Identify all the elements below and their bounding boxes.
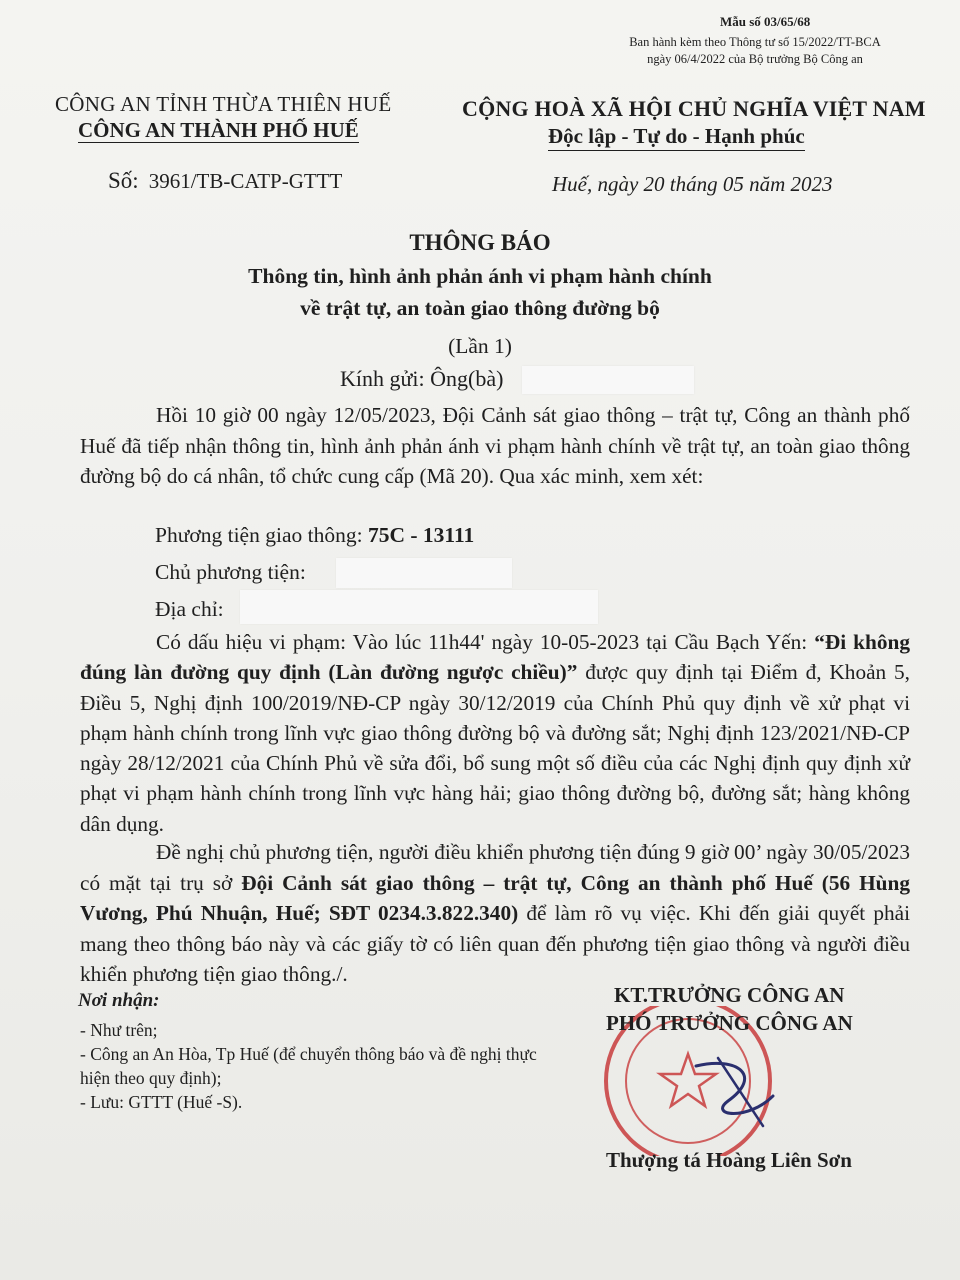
recipients-list bbox=[80, 1018, 540, 1114]
recipient-item: - Lưu: GTTT (Huế -S). bbox=[80, 1092, 243, 1112]
redacted-owner bbox=[336, 558, 512, 588]
signature-title-1: KT.TRƯỞNG CÔNG AN bbox=[614, 983, 845, 1007]
recipient-line: Kính gửi: Ông(bà) bbox=[340, 366, 504, 391]
place-date: Huế, ngày 20 tháng 05 năm 2023 bbox=[552, 172, 833, 196]
request-place: Đội Cảnh sát giao thông – trật tự, Công an thành phố Huế (56 Hùng Vương, Phú Nhuận, Huế; SĐT 0234.3.822.340) bbox=[80, 870, 911, 925]
document-subtitle-1: Thông tin, hình ảnh phản ánh vi phạm hành chính bbox=[248, 264, 712, 288]
vehicle-plate: 75C - 13111 bbox=[367, 523, 475, 547]
violation-name: “Đi không đúng làn đường quy định (Làn đường ngược chiều)” bbox=[80, 630, 910, 685]
recipient-item: - Công an An Hòa, Tp Huế (để chuyển thông báo và đề nghị thực hiện theo quy định); bbox=[80, 1044, 537, 1088]
request-intro: Đề nghị chủ phương tiện, người điều khiển phương tiện đúng 9 giờ 00’ ngày 30/05/2023 có mặt tại trụ sở bbox=[80, 840, 910, 895]
agency-name bbox=[78, 118, 359, 143]
address-label: Địa chỉ: bbox=[155, 597, 224, 621]
recipients-title: Nơi nhận: bbox=[78, 990, 160, 1011]
document-title: THÔNG BÁO bbox=[409, 230, 551, 255]
address-field bbox=[155, 597, 224, 622]
form-issued-note bbox=[590, 34, 920, 68]
agency-parent: CÔNG AN TỈNH THỪA THIÊN HUẾ bbox=[55, 92, 392, 116]
redacted-recipient bbox=[522, 366, 694, 394]
document-number bbox=[108, 168, 342, 194]
document-number-label: Số: bbox=[108, 168, 139, 193]
form-issued-line2: ngày 06/4/2022 của Bộ trưởng Bộ Công an bbox=[647, 52, 863, 66]
body-paragraph-1 bbox=[80, 400, 910, 492]
violation-paragraph bbox=[80, 627, 910, 839]
request-rest: để làm rõ vụ việc. Khi đến giải quyết phải mang theo thông báo này và các giấy tờ có liên quan đến phương tiện giao thông và người điều khiển phương tiện giao thông./. bbox=[80, 901, 910, 986]
form-code: Mẫu số 03/65/68 bbox=[720, 14, 811, 29]
vehicle-field bbox=[155, 523, 474, 548]
request-paragraph bbox=[80, 837, 910, 990]
document-number-value: 3961/TB-CATP-GTTT bbox=[148, 169, 343, 193]
form-issued-line1: Ban hành kèm theo Thông tư số 15/2022/TT-BCA bbox=[629, 35, 881, 49]
nation-title: CỘNG HOÀ XÃ HỘI CHỦ NGHĨA VIỆT NAM bbox=[462, 96, 926, 121]
signature-title-2: PHÓ TRƯỞNG CÔNG AN bbox=[606, 1011, 853, 1035]
redacted-address bbox=[240, 590, 598, 624]
document-subtitle-2: về trật tự, an toàn giao thông đường bộ bbox=[300, 296, 660, 320]
motto: Độc lập - Tự do - Hạnh phúc bbox=[548, 124, 805, 151]
vehicle-label: Phương tiện giao thông: bbox=[155, 523, 363, 547]
signer-name: Thượng tá Hoàng Liên Sơn bbox=[606, 1148, 852, 1172]
owner-label: Chủ phương tiện: bbox=[155, 560, 306, 584]
notice-round: (Lần 1) bbox=[448, 334, 512, 358]
violation-legal-basis: được quy định tại Điểm đ, Khoản 5, Điều 5, Nghị định 100/2019/NĐ-CP ngày 30/12/2019 của Chính Phủ quy định về xử phạt vi phạm hành chính trong lĩnh vực giao thông đường bộ và đường sắt; Nghị định 123/2021/NĐ-CP ngày 28/12/2021 của Chính Phủ về sửa đổi, bổ sung một số điều của các Nghị định quy định xử phạt vi phạm hành chính trong lĩnh vực hàng hải; giao thông đường bộ, đường sắt; hàng không dân dụng. bbox=[80, 660, 910, 836]
recipient-item: - Như trên; bbox=[80, 1020, 158, 1040]
intro-paragraph: Hồi 10 giờ 00 ngày 12/05/2023, Đội Cảnh sát giao thông – trật tự, Công an thành phố Huế đã tiếp nhận thông tin, hình ảnh phản ánh vi phạm hành chính về trật tự, an toàn giao thông đường bộ do cá nhân, tổ chức cung cấp (Mã 20). Qua xác minh, xem xét: bbox=[80, 403, 910, 488]
owner-field bbox=[155, 560, 306, 585]
violation-intro: Có dấu hiệu vi phạm: Vào lúc 11h44' ngày 10-05-2023 tại Cầu Bạch Yến: bbox=[156, 630, 808, 654]
agency-name-text: CÔNG AN THÀNH PHỐ HUẾ bbox=[78, 118, 359, 142]
